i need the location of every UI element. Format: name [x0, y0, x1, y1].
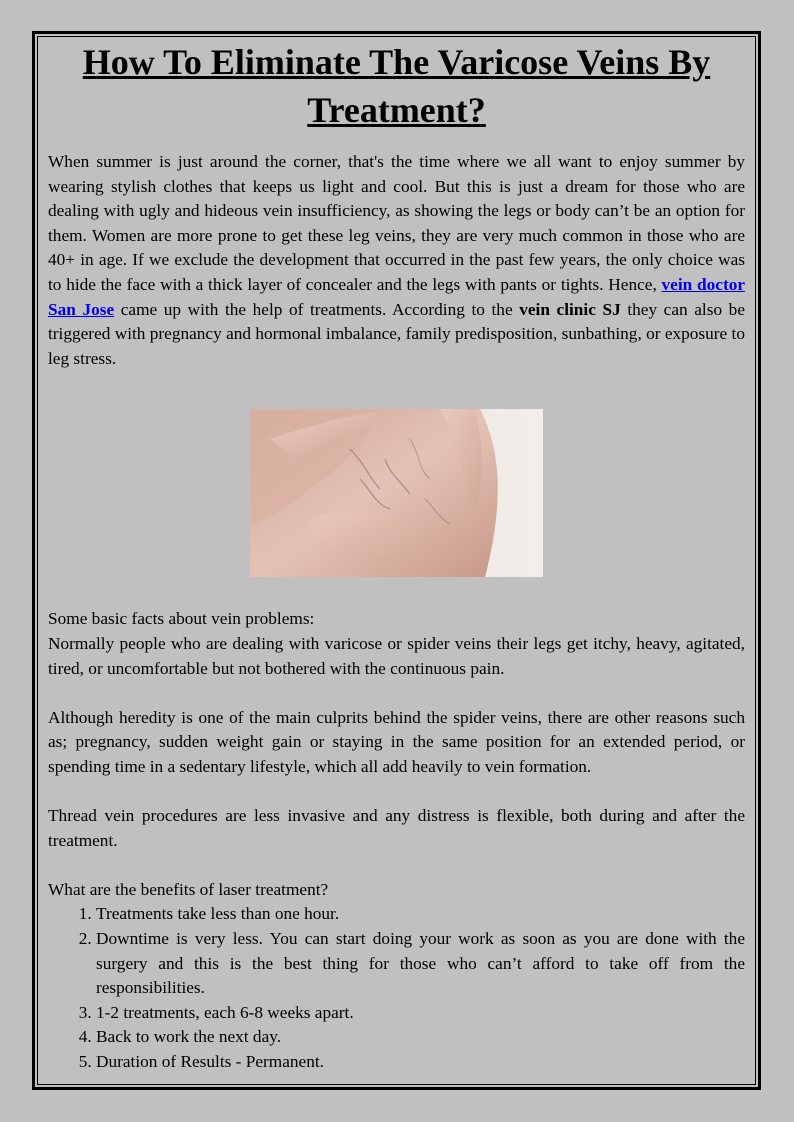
benefits-heading: What are the benefits of laser treatment?	[48, 879, 329, 899]
list-item: 5. Duration of Results - Permanent.	[96, 1050, 745, 1075]
vein-doctor-link[interactable]: vein doctor San Jose	[48, 274, 746, 319]
list-item: 4. Back to work the next day.	[96, 1025, 745, 1050]
intro-text-3: they can also be triggered with pregnancy and hormonal imbalance, family predisposition, sunbathing, or exposure to leg stress.	[48, 299, 745, 368]
list-item: 3. 1-2 treatments, each 6-8 weeks apart.	[96, 1001, 745, 1026]
leg-veins-photo	[250, 409, 543, 577]
facts-paragraph: Normally people who are dealing with varicose or spider veins their legs get itchy, heavy, agitated, tired, or uncomfortable but not bothered with the continuous pain.	[48, 633, 745, 678]
benefits-list	[48, 902, 745, 1074]
facts-heading: Some basic facts about vein problems:	[48, 609, 315, 629]
intro-text-1: When summer is just around the corner, that's the time where we all want to enjoy summer by wearing stylish clothes that keeps us light and cool. But this is just a dream for those who are dealing with ugly and hideous vein insufficiency, as showing the legs or body can’t be an option for them. Women are more prone to get these leg veins, they are very much common in those who are 40+ in age. If we exclude the development that occurred in the past few years, the only choice was to hide the face with a thick layer of concealer and the legs with pants or tights. Hence,	[48, 152, 745, 294]
thread-paragraph: Thread vein procedures are less invasive and any distress is flexible, both during and after the treatment.	[48, 806, 745, 850]
heredity-paragraph: Although heredity is one of the main culprits behind the spider veins, there are other reasons such as; pregnancy, sudden weight gain or staying in the same position for an extended period, or spending time in a sedentary lifestyle, which all add heavily to vein formation.	[48, 707, 745, 776]
page-title: How To Eliminate The Varicose Veins By Treatment?	[82, 42, 711, 130]
article	[48, 38, 745, 1075]
list-item: 2. Downtime is very less. You can start doing your work as soon as you are done with the surgery and this is the best thing for those who can’t afford to take off from the responsibilities.	[96, 927, 745, 1001]
intro-paragraph	[48, 150, 745, 371]
intro-text-2: came up with the help of treatments. According to the	[114, 299, 520, 319]
list-item: 1. Treatments take less than one hour.	[96, 902, 745, 927]
vein-clinic-bold: vein clinic SJ	[519, 299, 621, 319]
